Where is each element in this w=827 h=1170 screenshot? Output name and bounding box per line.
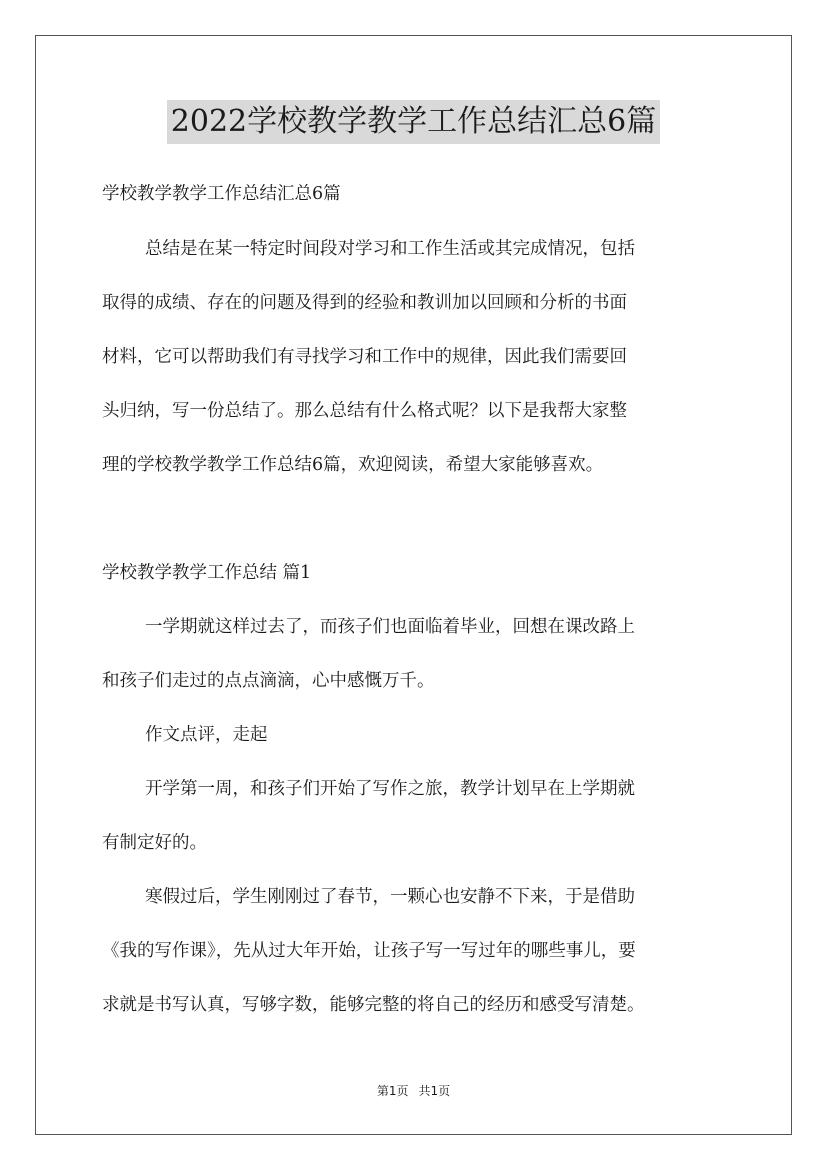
subheading-line: 作文点评，走起 (145, 725, 268, 745)
paragraph-line: 求就是书写认真，写够字数，能够完整的将自己的经历和感受写清楚。 (102, 995, 645, 1015)
paragraph-line: 一学期就这样过去了，而孩子们也面临着毕业，回想在课改路上 (145, 617, 635, 637)
paragraph-line: 和孩子们走过的点点滴滴，心中感慨万千。 (102, 671, 435, 691)
paragraph-line: 材料，它可以帮助我们有寻找学习和工作中的规律，因此我们需要回 (102, 347, 627, 367)
paragraph-line: 头归纳，写一份总结了。那么总结有什么格式呢？以下是我帮大家整 (102, 401, 627, 421)
paragraph-line: 寒假过后，学生刚刚过了春节，一颗心也安静不下来，于是借助 (145, 887, 635, 907)
paragraph-line: 有制定好的。 (102, 833, 207, 853)
page-footer (0, 1083, 827, 1099)
paragraph-line: 理的学校教学教学工作总结6篇，欢迎阅读，希望大家能够喜欢。 (102, 455, 604, 475)
paragraph-line: 总结是在某一特定时间段对学习和工作生活或其完成情况，包括 (145, 239, 635, 259)
page-number: 第1页 (376, 1084, 409, 1098)
section-heading: 学校教学教学工作总结 篇1 (102, 563, 312, 583)
page-total: 共1页 (418, 1084, 451, 1098)
paragraph-line: 取得的成绩、存在的问题及得到的经验和教训加以回顾和分析的书面 (102, 293, 627, 313)
document-title: 2022学校教学教学工作总结汇总6篇 (167, 100, 660, 144)
paragraph-line: 开学第一周，和孩子们开始了写作之旅，教学计划早在上学期就 (145, 779, 635, 799)
title-container (0, 100, 827, 144)
subtitle-line: 学校教学教学工作总结汇总6篇 (102, 184, 341, 204)
paragraph-line: 《我的写作课》，先从过大年开始，让孩子写一写过年的哪些事儿，要 (102, 941, 636, 961)
